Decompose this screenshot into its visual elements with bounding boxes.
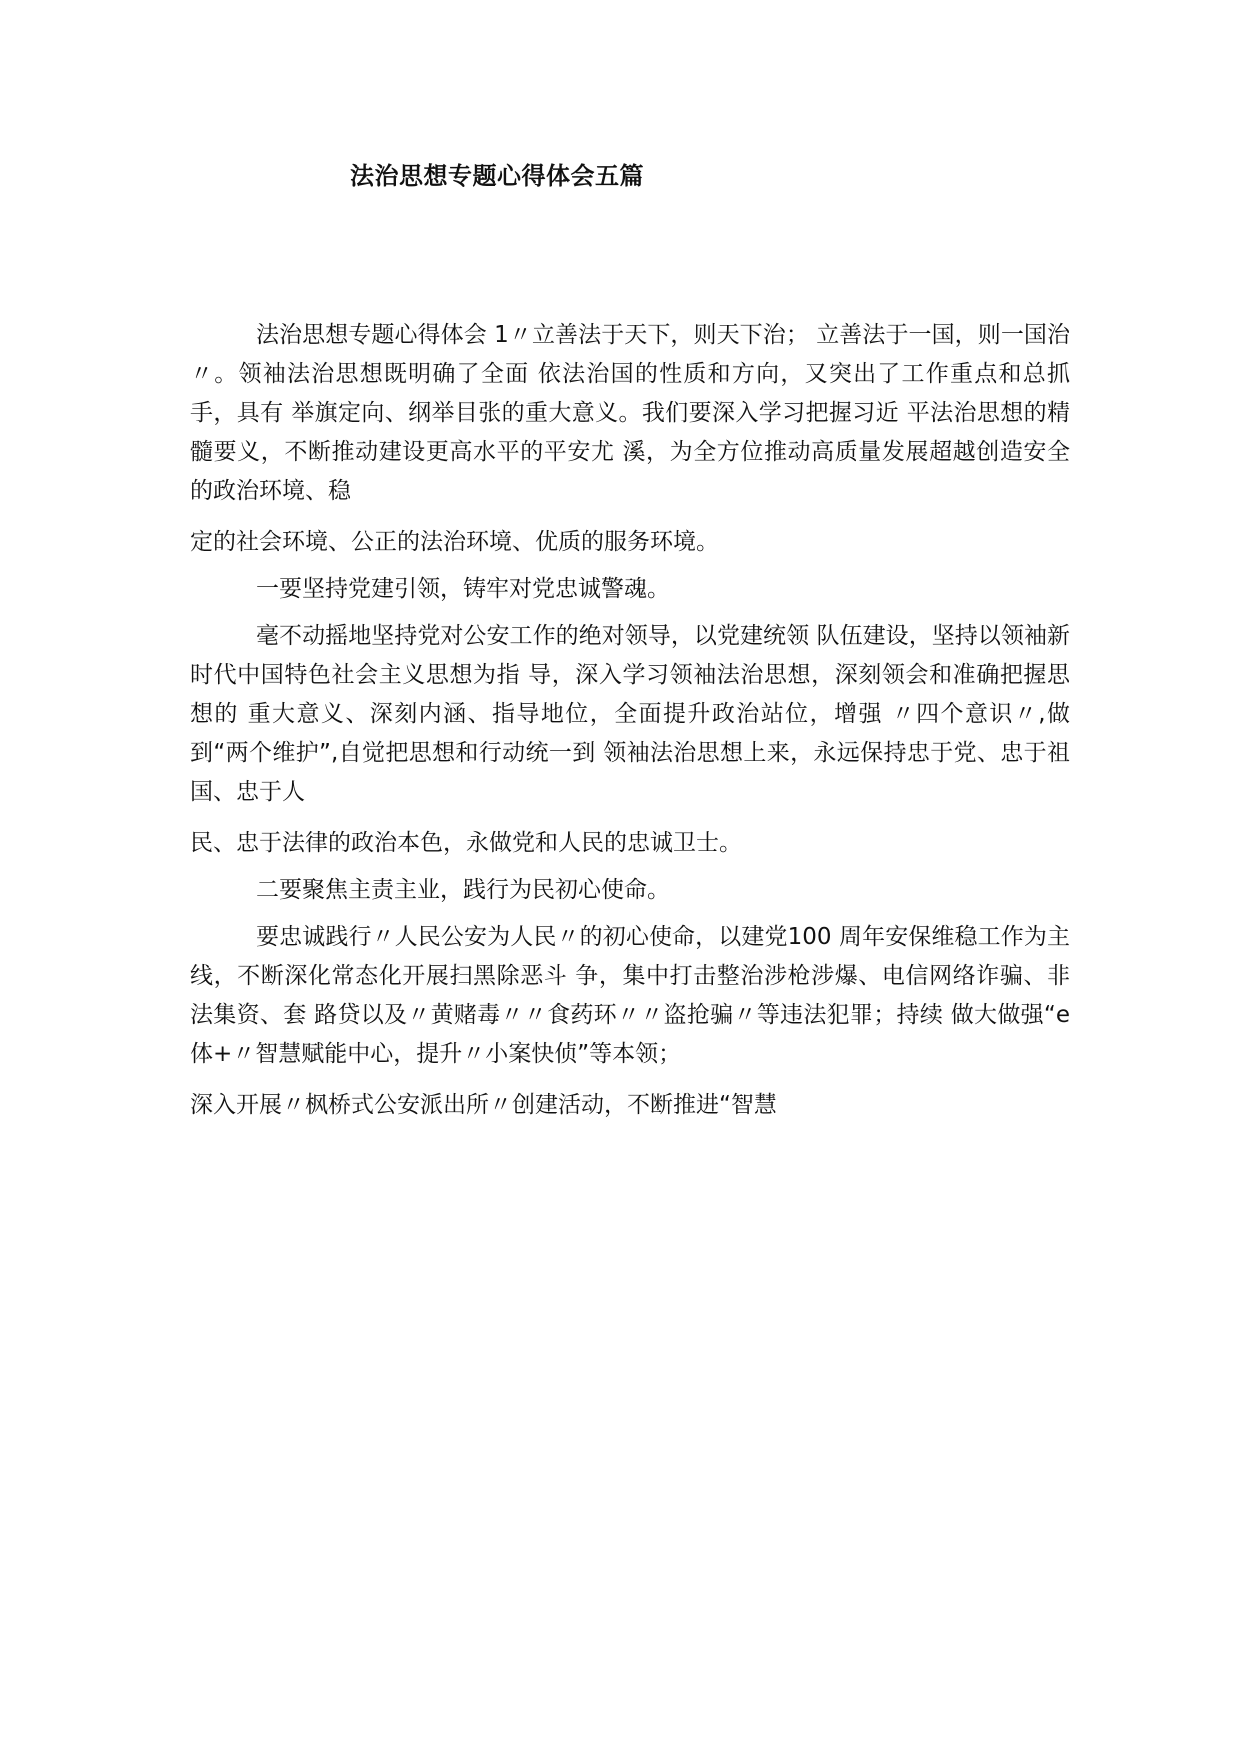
paragraph-intro-continued: 定的社会环境、公正的法治环境、优质的服务环境。 [190, 529, 719, 555]
paragraph-intro: 法治思想专题心得体会 1〃立善法于天下，则天下治； 立善法于一国，则一国治〃。领袖法治思想既明确了全面 依法治国的性质和方向，又突出了工作重点和总抓手，具有 举旗定向、纲举目张的重大意义。我们要深入学习把握习近 平法治思想的精髓要义，不断推动建设更高水平的平安尤 溪，为全方位推动高质量发展超越创造安全的政治环境、稳 [190, 322, 1070, 504]
paragraph-section-1: 毫不动摇地坚持党对公安工作的绝对领导，以党建统领 队伍建设，坚持以领袖新时代中国特色社会主义思想为指 导，深入学习领袖法治思想，深刻领会和准确把握思想的 重大意义、深刻内涵、指导地位，全面提升政治站位，增强 〃四个意识〃,做到“两个维护”,自觉把思想和行动统一到 领袖法治思想上来，永远保持忠于党、忠于祖国、忠于人 [190, 623, 1070, 805]
document-title: 法治思想专题心得体会五篇 [350, 162, 644, 190]
paragraph-section-1-continued: 民、忠于法律的政治本色，永做党和人民的忠诚卫士。 [190, 830, 742, 856]
paragraph-section-2-continued: 深入开展〃枫桥式公安派出所〃创建活动，不断推进“智慧 [190, 1092, 777, 1118]
section-heading-1: 一要坚持党建引领，铸牢对党忠诚警魂。 [256, 576, 670, 602]
document-body [190, 316, 1070, 1125]
paragraph-section-2: 要忠诚践行〃人民公安为人民〃的初心使命，以建党100 周年安保维稳工作为主线，不断深化常态化开展扫黑除恶斗 争，集中打击整治涉枪涉爆、电信网络诈骗、非法集资、套 路贷以及〃黄赌毒〃〃食药环〃〃盗抢骗〃等违法犯罪；持续 做大做强“e 体+〃智慧赋能中心，提升〃小案快侦”等本领； [190, 924, 1070, 1067]
section-heading-2: 二要聚焦主责主业，践行为民初心使命。 [256, 877, 670, 903]
